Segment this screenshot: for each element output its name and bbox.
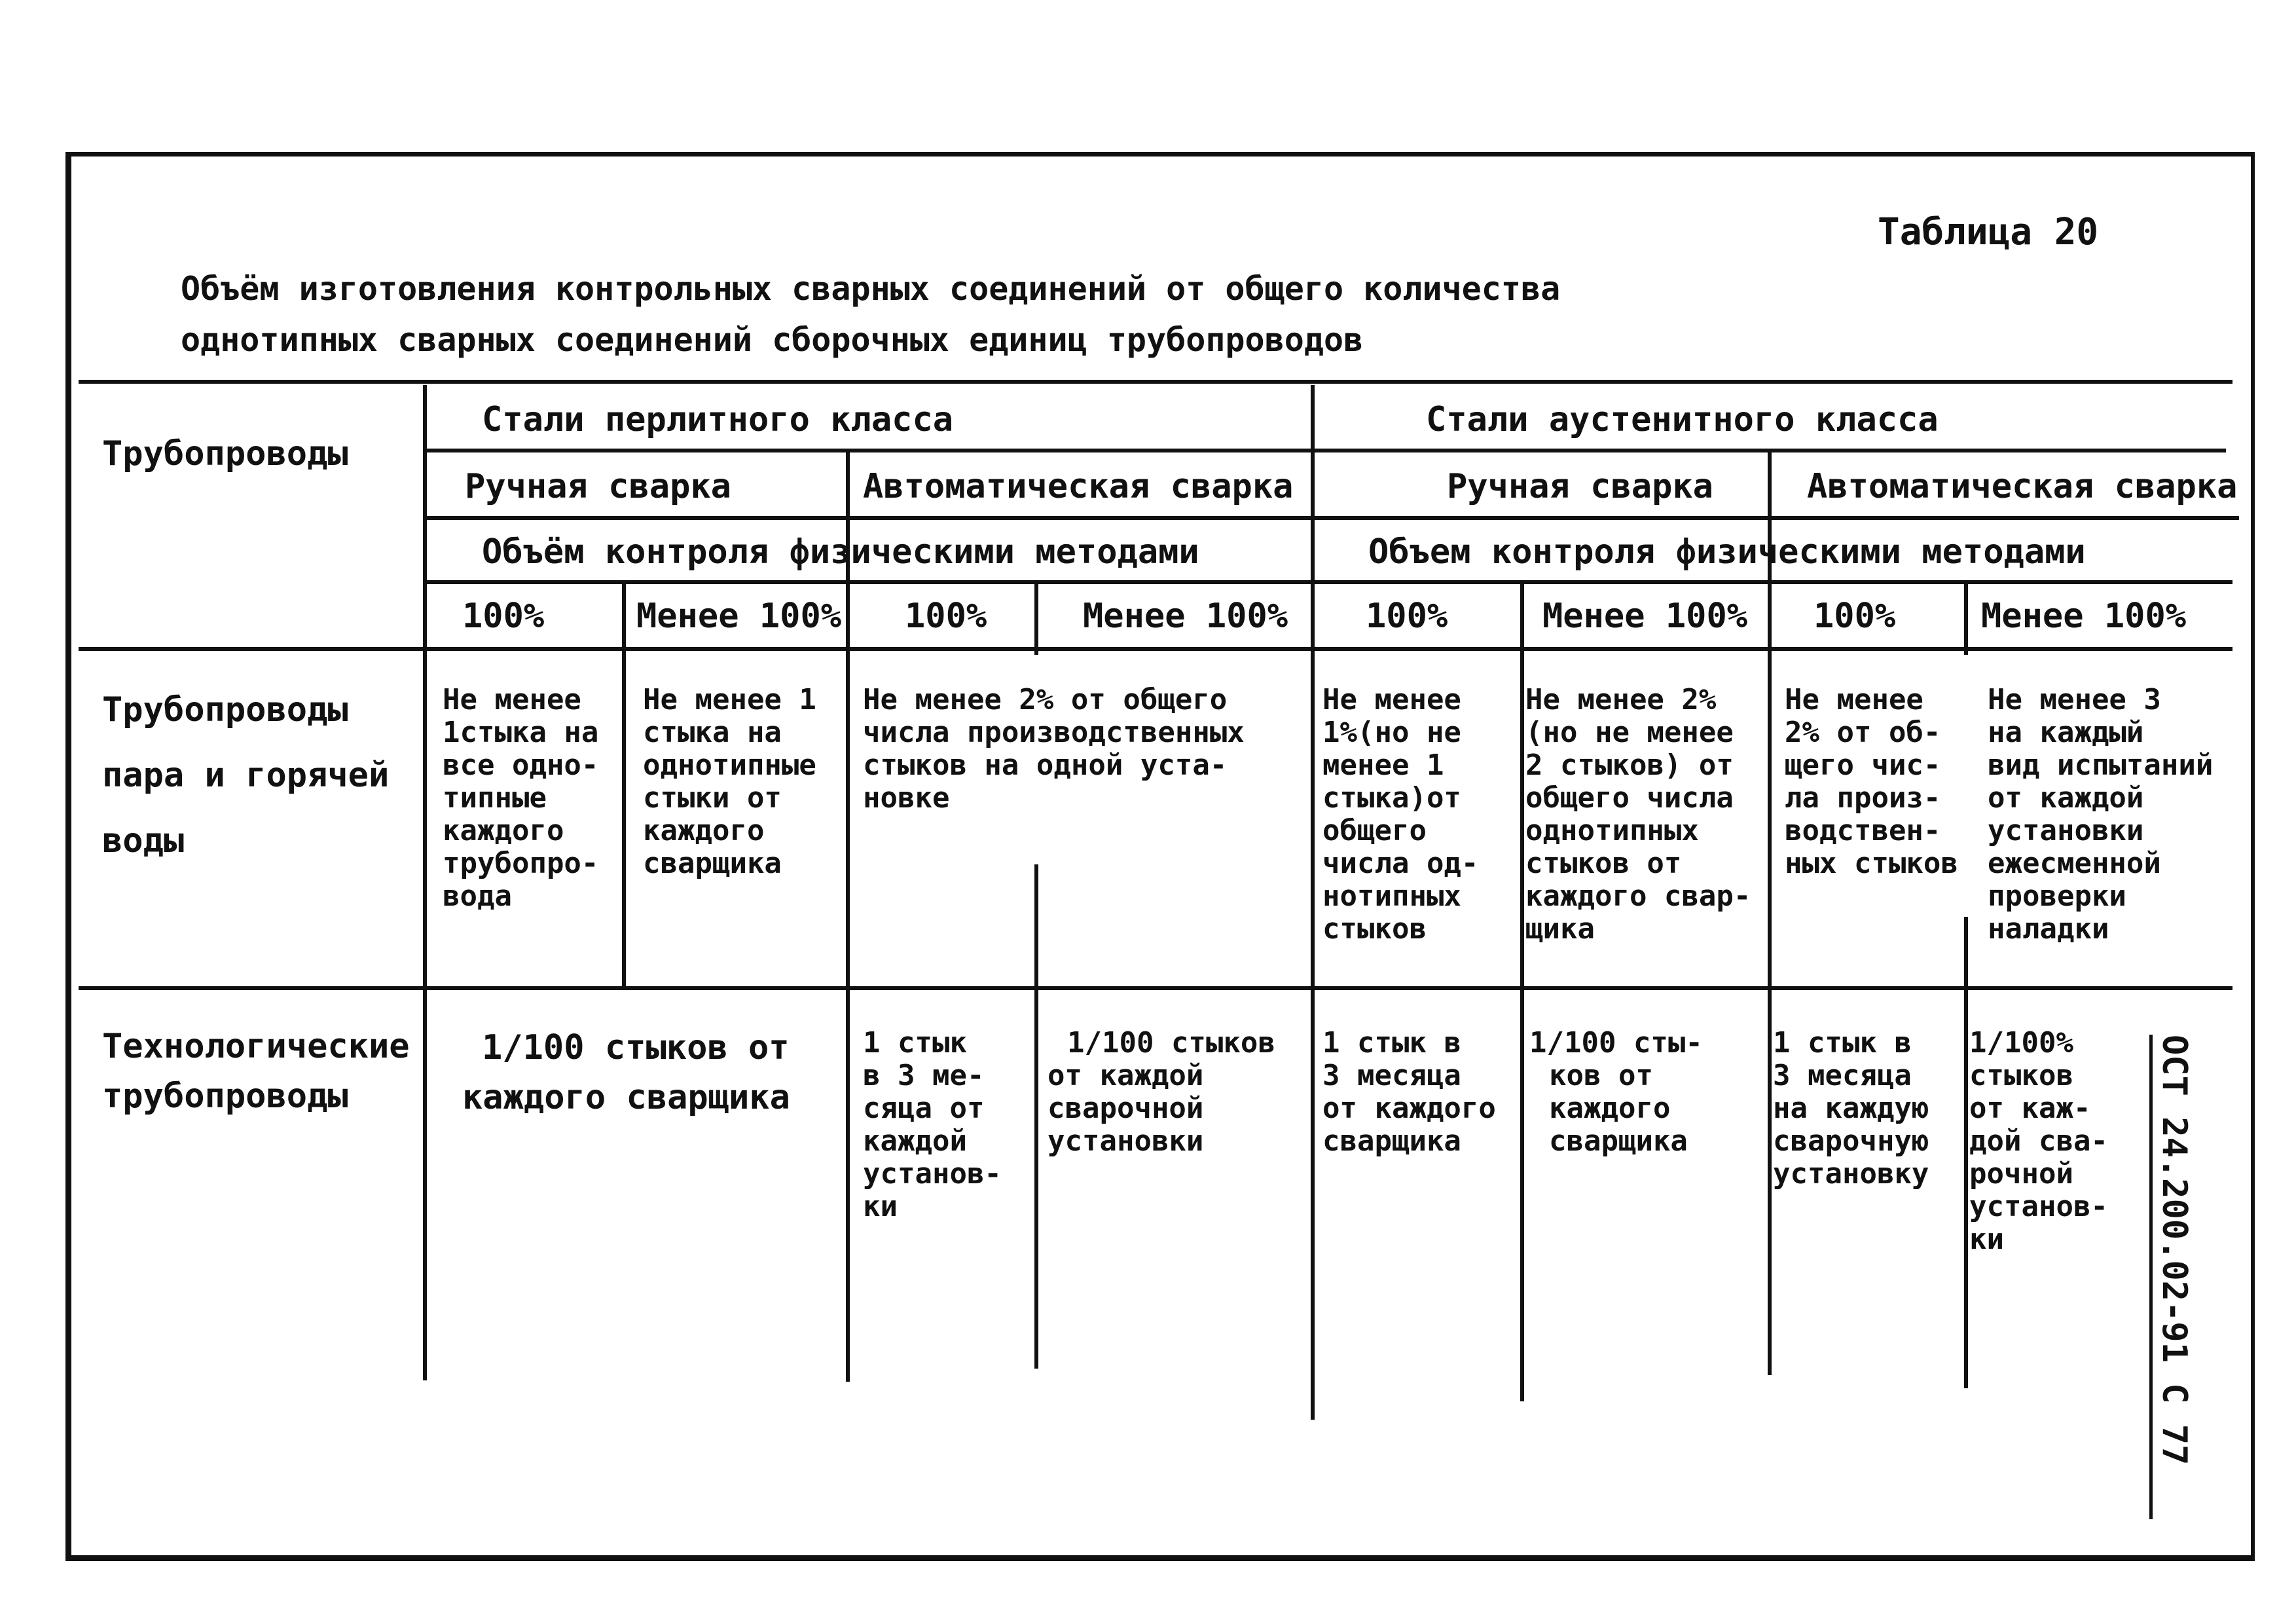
cell-line: Не менее (1785, 683, 1923, 716)
rule-header-1 (426, 449, 2226, 452)
col-line-1 (423, 385, 427, 1380)
table-label: Таблица 20 (1878, 211, 2099, 253)
document-code (2148, 1035, 2194, 1519)
cell-line: каждой (863, 1124, 967, 1158)
cell-line: 1стыка на (443, 716, 599, 749)
cell-line: щего чис- (1785, 748, 1941, 782)
cell-line: однотипных (1525, 814, 1699, 847)
col-line-5 (1311, 385, 1315, 1420)
cell-line: сварочную (1773, 1124, 1929, 1158)
cell-line: типные (443, 781, 547, 815)
header-control-pearlite: Объём контроля физическими методами (482, 532, 1199, 572)
cell-line: однотипные (643, 748, 816, 782)
rule-header-2 (426, 516, 2239, 520)
cell-line: каждого (443, 814, 564, 847)
header-auto-austenite: Автоматическая сварка (1807, 467, 2238, 506)
col-line-8b (1964, 917, 1968, 1388)
header-manual-pearlite: Ручная сварка (465, 467, 731, 506)
row2-cell-7 (1969, 1027, 2108, 1256)
cell-line: Не менее 2% (1525, 683, 1717, 716)
cell-line: нотипных (1322, 879, 1461, 913)
header-control-austenite: Объем контроля физическими методами (1368, 532, 2086, 572)
cell-line: новке (863, 781, 950, 815)
cell-line: установ- (1969, 1190, 2108, 1223)
cell-line: Не менее 1 (643, 683, 816, 716)
cell-line: 1%(но не (1322, 716, 1461, 749)
row2-name-line: Технологические (102, 1027, 410, 1066)
cell-line: Не менее 2% от общего (863, 683, 1228, 716)
row2-cell-4 (1322, 1027, 1496, 1158)
cell-line: установки (1988, 814, 2144, 847)
header-pearlite: Стали перлитного класса (482, 400, 954, 439)
cell-line: установ- (863, 1157, 1002, 1190)
col-line-6 (1520, 583, 1524, 1401)
col-line-7 (1768, 452, 1772, 1375)
row2-cell-2 (863, 1027, 1002, 1223)
header-pipes: Трубопроводы (102, 434, 348, 473)
cell-line: каждого (643, 814, 765, 847)
cell-line: стыка)от (1322, 781, 1461, 815)
cell-line: установку (1773, 1157, 1929, 1190)
cell-line: от каждой (1988, 781, 2144, 815)
cell-line: от каж- (1969, 1092, 2091, 1125)
caption-line-2: однотипных сварных соединений сборочных единиц трубопроводов (181, 321, 1364, 359)
header-p-auto-100: 100% (905, 597, 987, 636)
cell-line: все одно- (443, 748, 599, 782)
cell-line: каждого сварщика (462, 1078, 790, 1117)
row2-name-line: трубопроводы (102, 1077, 348, 1116)
cell-line: 2 стыков) от (1525, 748, 1734, 782)
cell-line: 1/100% (1969, 1026, 2073, 1060)
caption-line-1: Объём изготовления контрольных сварных соединений от общего количества (181, 270, 1561, 308)
cell-line: трубопро- (443, 847, 599, 880)
cell-line: 3 месяца (1322, 1059, 1461, 1092)
header-auto-pearlite: Автоматическая сварка (863, 467, 1294, 506)
cell-line: Не менее 3 (1988, 683, 2161, 716)
cell-line: 1/100 стыков от (482, 1028, 790, 1067)
cell-line: водствен- (1785, 814, 1941, 847)
cell-line: стыков (1322, 912, 1427, 946)
row2-cell-5 (1529, 1027, 1703, 1158)
cell-line: сварщика (1322, 1124, 1461, 1158)
cell-line: на каждую (1773, 1092, 1929, 1125)
cell-line: стыков на одной уста- (863, 748, 1228, 782)
cell-line: ных стыков (1785, 847, 1958, 880)
rule-row-split (79, 986, 2232, 990)
row1-name-line: пара и горячей (102, 756, 390, 795)
row2-cell-3 (1048, 1027, 1275, 1158)
cell-line: стыков от (1525, 847, 1682, 880)
cell-line: от каждого (1322, 1092, 1496, 1125)
cell-line: ков от (1549, 1059, 1653, 1092)
col-line-8 (1964, 583, 1968, 655)
cell-line: 1/100 стыков (1067, 1026, 1275, 1060)
cell-line: дой сва- (1969, 1124, 2108, 1158)
header-manual-austenite: Ручная сварка (1447, 467, 1713, 506)
cell-line: ки (1969, 1223, 2004, 1256)
cell-line: на каждый (1988, 716, 2144, 749)
cell-line: сварочной (1048, 1092, 1204, 1125)
cell-line: установки (1048, 1124, 1204, 1158)
col-line-3 (846, 452, 850, 1382)
cell-line: рочной (1969, 1157, 2073, 1190)
cell-line: стыка на (643, 716, 782, 749)
document-code-rule (2149, 1035, 2153, 1519)
row2-cell-6 (1773, 1027, 1929, 1190)
cell-line: вода (443, 879, 512, 913)
cell-line: сварщика (1549, 1124, 1688, 1158)
header-a-man-less: Менее 100% (1542, 597, 1748, 636)
cell-line: Не менее (1322, 683, 1461, 716)
document-code-text: ОСТ 24.200.02-91 С 77 (2155, 1035, 2194, 1466)
row1-cell-7 (1988, 684, 2213, 946)
row1-name-line: воды (102, 821, 185, 860)
cell-line: вид испытаний (1988, 748, 2214, 782)
cell-line: от каждой (1048, 1059, 1204, 1092)
row2-name (102, 1022, 410, 1121)
row1-cell-6 (1785, 684, 1958, 880)
cell-line: стыков (1969, 1059, 2073, 1092)
cell-line: каждого (1549, 1092, 1671, 1125)
cell-line: сварщика (643, 847, 782, 880)
col-line-4b (1034, 864, 1038, 1369)
cell-line: в 3 ме- (863, 1059, 985, 1092)
cell-line: 1 стык (863, 1026, 967, 1060)
cell-line: стыки от (643, 781, 782, 815)
col-line-4 (1034, 583, 1038, 655)
cell-line: общего (1322, 814, 1427, 847)
row1-cell-3 (863, 684, 1245, 815)
rule-top (79, 380, 2232, 384)
col-line-2 (622, 583, 626, 989)
header-a-auto-less: Менее 100% (1981, 597, 2187, 636)
header-p-auto-less: Менее 100% (1083, 597, 1288, 636)
row1-cell-2 (643, 684, 816, 880)
cell-line: Не менее (443, 683, 581, 716)
header-a-auto-100: 100% (1813, 597, 1896, 636)
cell-line: сяца от (863, 1092, 985, 1125)
row1-cell-4 (1322, 684, 1478, 946)
rule-header-bottom (79, 647, 2232, 651)
cell-line: 1/100 сты- (1529, 1026, 1703, 1060)
header-a-man-100: 100% (1366, 597, 1448, 636)
cell-line: ежесменной (1988, 847, 2161, 880)
row1-name (102, 677, 389, 874)
cell-line: проверки (1988, 879, 2126, 913)
header-p-man-less: Менее 100% (636, 597, 842, 636)
cell-line: ла произ- (1785, 781, 1941, 815)
cell-line: ки (863, 1190, 898, 1223)
header-austenite: Стали аустенитного класса (1426, 400, 1939, 439)
row1-cell-1 (443, 684, 598, 913)
row2-cell-1 (462, 1023, 790, 1122)
cell-line: 1 стык в (1322, 1026, 1461, 1060)
cell-line: числа производственных (863, 716, 1245, 749)
header-p-man-100: 100% (462, 597, 545, 636)
cell-line: (но не менее (1525, 716, 1734, 749)
cell-line: менее 1 (1322, 748, 1444, 782)
cell-line: общего числа (1525, 781, 1734, 815)
row1-name-line: Трубопроводы (102, 690, 348, 729)
row1-cell-5 (1525, 684, 1751, 946)
cell-line: 1 стык в (1773, 1026, 1912, 1060)
cell-line: наладки (1988, 912, 2109, 946)
cell-line: каждого свар- (1525, 879, 1751, 913)
cell-line: 3 месяца (1773, 1059, 1912, 1092)
cell-line: щика (1525, 912, 1595, 946)
cell-line: 2% от об- (1785, 716, 1941, 749)
rule-header-3 (426, 580, 2232, 584)
cell-line: числа од- (1322, 847, 1479, 880)
